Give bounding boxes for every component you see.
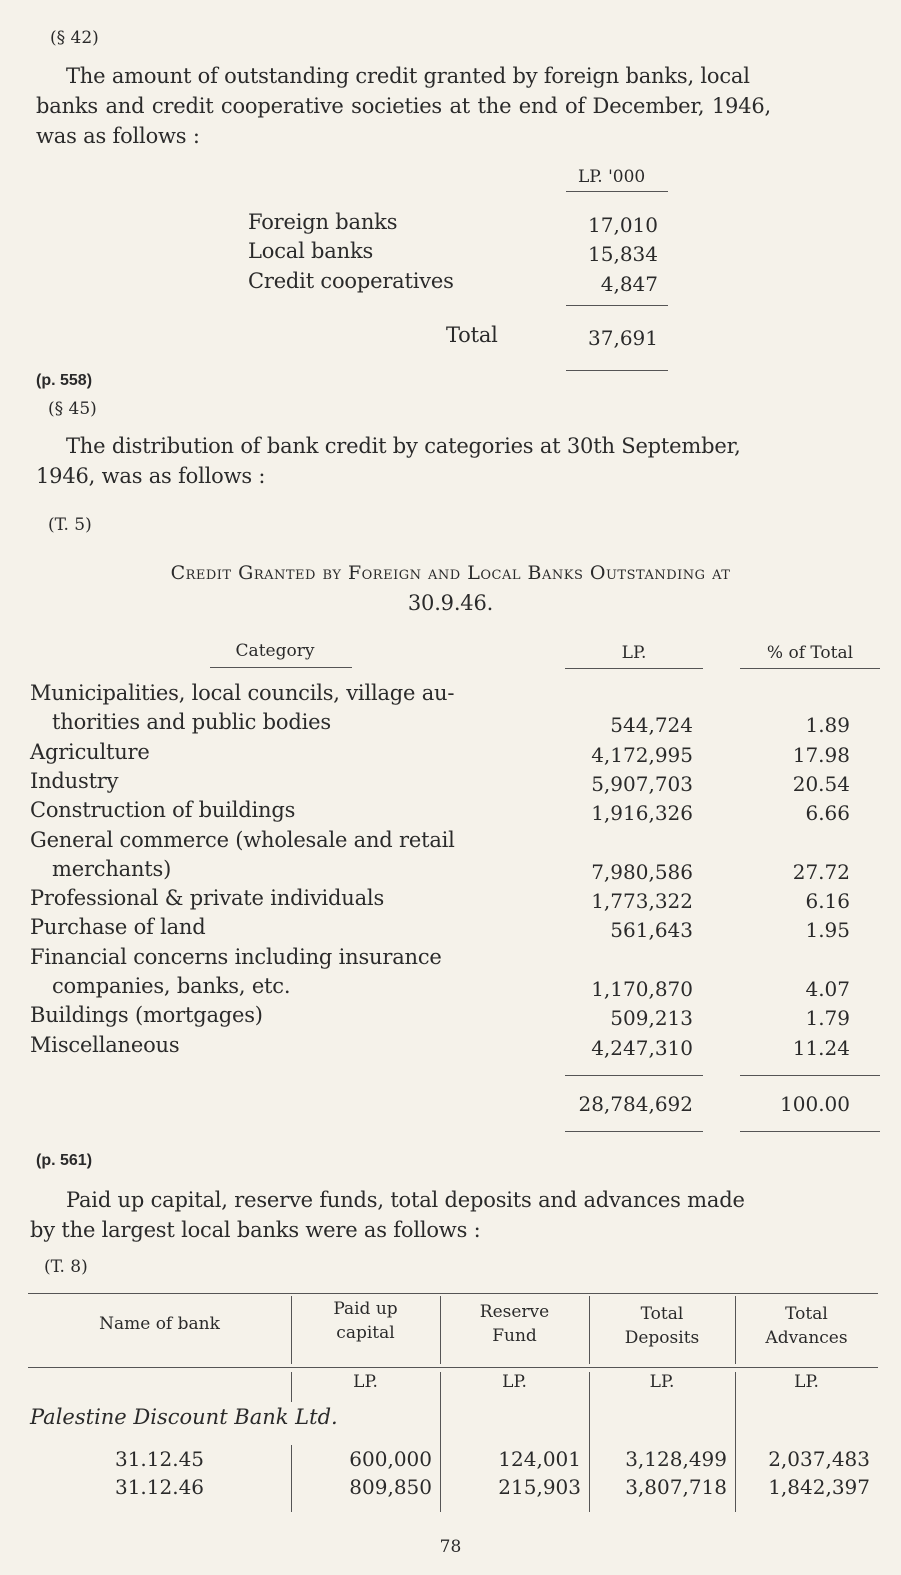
category-lp: 7,980,586 [591,859,693,884]
category-lp: 1,916,326 [591,801,693,826]
total-lp: 28,784,692 [578,1092,693,1116]
category-label: Municipalities, local councils, village au- [30,681,455,705]
category-label: Agriculture [30,739,150,764]
category-pct: 6.16 [805,889,850,914]
row-label: Foreign banks [248,210,398,234]
header-category: Category [235,641,315,661]
category-lp: 1,773,322 [591,889,693,914]
divider [566,370,668,371]
paragraph-line: was as follows : [36,124,200,148]
category-pct: 27.72 [792,859,850,884]
category-pct: 4.07 [805,977,850,1001]
category-lp: 1,170,870 [591,977,693,1001]
table-title-date: 30.9.46. [407,591,494,615]
category-pct: 1.79 [805,1006,850,1031]
row-label: Credit cooperatives [248,269,454,293]
unit-label: LP. '000 [578,167,646,187]
category-lp: 4,247,310 [591,1035,693,1060]
unit-label: LP. [649,1372,675,1392]
category-pct: 11.24 [792,1035,850,1060]
bank-total-deposits: 3,128,499 [625,1447,727,1471]
bank-total-advances: 2,037,483 [768,1447,870,1471]
category-lp: 561,643 [610,918,693,943]
paragraph-line: The distribution of bank credit by categories at 30th September, [66,434,741,458]
category-pct: 17.98 [792,742,850,767]
bank-reserve-fund: 124,001 [498,1447,581,1471]
category-label: Industry [30,768,119,793]
row-value: 17,010 [588,213,658,237]
header-total-deposits: Total Deposits [624,1304,700,1348]
row-label: Local banks [248,239,374,263]
unit-label: LP. [502,1372,527,1392]
category-label: General commerce (wholesale and retail [30,827,455,852]
bank-date: 31.12.45 [114,1447,205,1471]
header-reserve-fund: Reserve Fund [479,1302,550,1346]
section-ref-45: (§ 45) [48,399,97,419]
section-ref-42: (§ 42) [50,28,99,48]
category-lp: 544,724 [610,713,693,738]
divider [566,305,668,306]
category-label: Financial concerns including insurance [30,944,442,969]
table-ref: (T. 8) [44,1257,88,1277]
page-ref: (p. 558) [36,372,93,389]
paragraph-line: 1946, was as follows : [36,464,266,488]
header-lp: LP. [621,643,647,663]
bank-date: 31.12.46 [114,1475,205,1499]
category-lp: 4,172,995 [591,742,693,767]
category-label: companies, banks, etc. [52,974,291,998]
table-ref: (T. 5) [48,515,92,535]
page-ref: (p. 561) [36,1152,93,1169]
category-lp: 509,213 [610,1006,693,1031]
header-paid-up-capital: Paid up capital [333,1299,398,1343]
header-name-of-bank: Name of bank [99,1314,220,1334]
category-lp: 5,907,703 [591,771,693,796]
category-label: Purchase of land [30,915,206,940]
unit-label: LP. [794,1372,819,1392]
divider [740,1075,880,1076]
header-pct: % of Total [766,643,854,663]
row-value: 15,834 [588,242,658,266]
category-label: Miscellaneous [30,1032,180,1057]
paragraph-line: by the largest local banks were as follows : [30,1218,481,1242]
bank-total-deposits: 3,807,718 [625,1475,727,1499]
paragraph-line: banks and credit cooperative societies at the end of December, 1946, [36,94,771,118]
unit-label: LP. [353,1372,378,1392]
page-number: 78 [439,1537,462,1557]
total-label: Total [446,323,498,347]
bank-paid-up-capital: 809,850 [349,1475,432,1499]
bank-total-advances: 1,842,397 [768,1475,870,1499]
category-label: Construction of buildings [30,798,296,823]
table-title: Credit Granted by Foreign and Local Banks Outstanding at [170,562,731,584]
header-total-advances: Total Advances [765,1304,848,1348]
bank-reserve-fund: 215,903 [498,1475,581,1499]
row-value: 4,847 [600,272,658,296]
category-label: Buildings (mortgages) [30,1003,263,1028]
category-label: merchants) [52,856,172,881]
category-label: Professional & private individuals [30,886,385,911]
category-pct: 6.66 [805,801,850,826]
category-label: thorities and public bodies [52,710,331,735]
divider [565,1075,703,1076]
category-pct: 1.95 [805,918,850,943]
total-value: 37,691 [588,326,658,350]
total-pct: 100.00 [780,1092,850,1116]
bank-name: Palestine Discount Bank Ltd. [30,1405,338,1429]
paragraph-line: The amount of outstanding credit granted by foreign banks, local [66,64,750,88]
paragraph-line: Paid up capital, reserve funds, total deposits and advances made [66,1188,745,1212]
category-pct: 20.54 [792,771,850,796]
category-pct: 1.89 [805,713,850,738]
bank-paid-up-capital: 600,000 [349,1447,432,1471]
